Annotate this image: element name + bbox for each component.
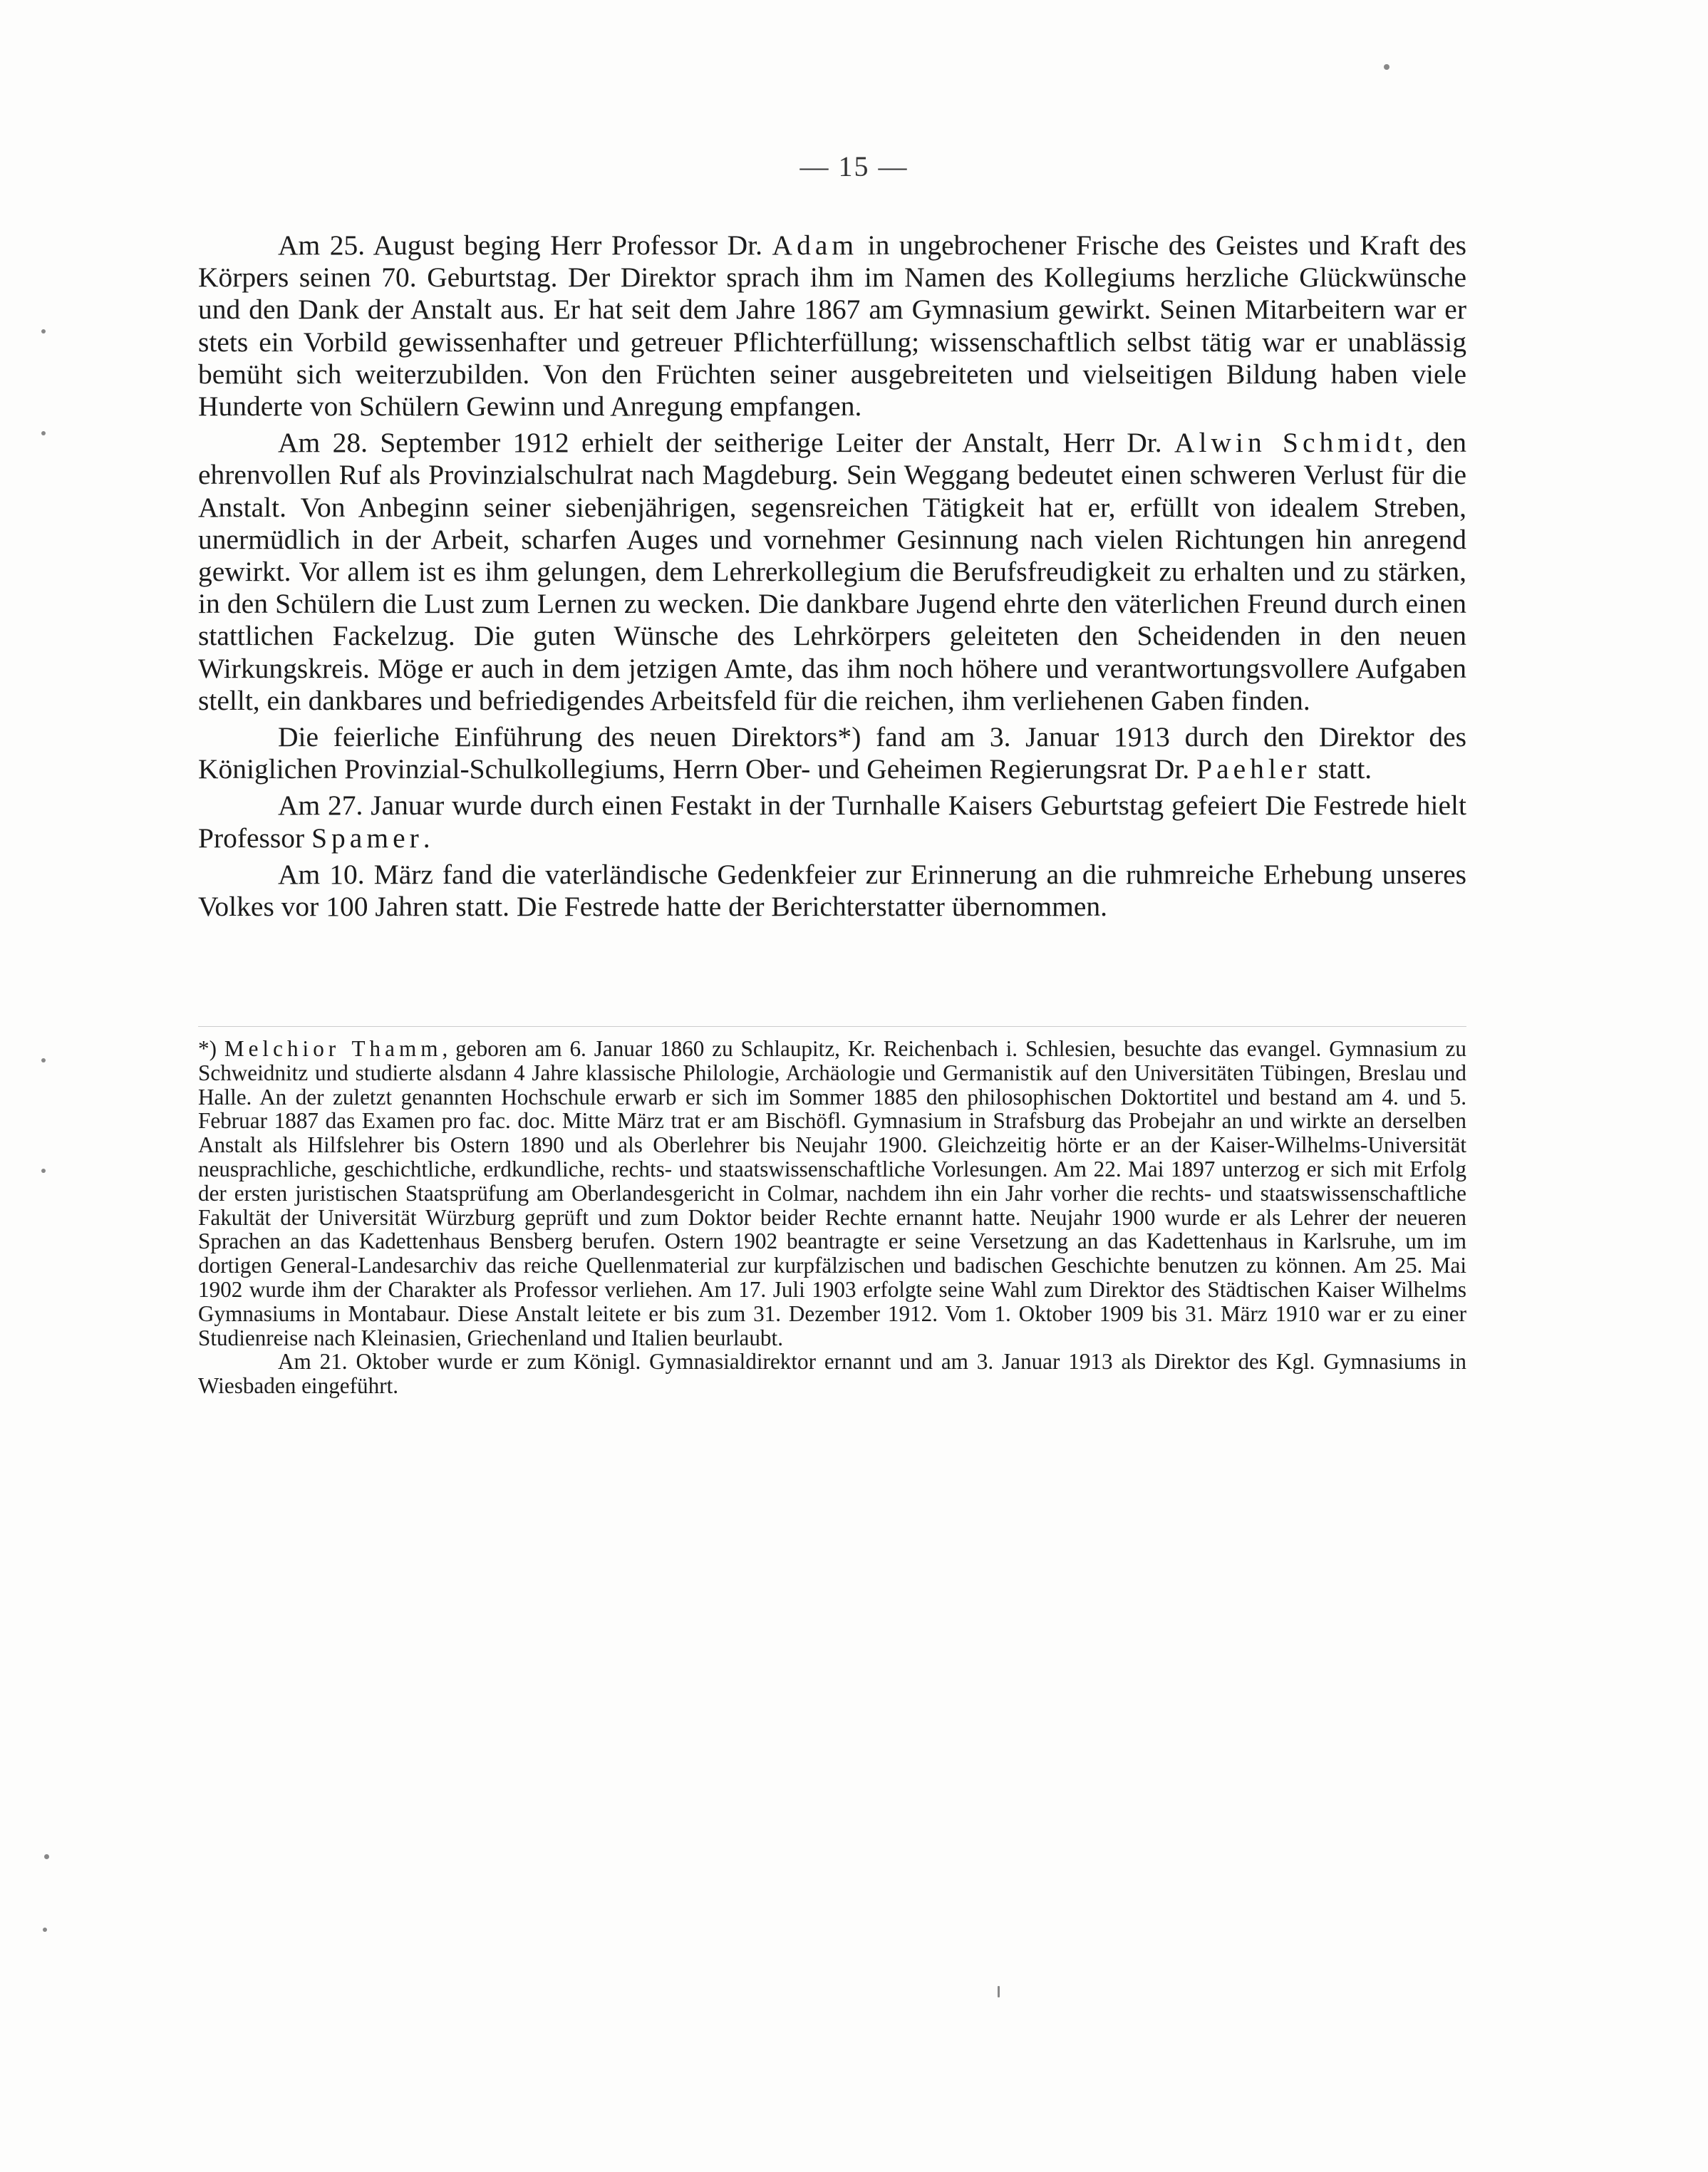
paragraph-director-inauguration — [198, 721, 1466, 785]
paragraph-kaiser-birthday — [198, 790, 1466, 854]
paragraph-text: Am 28. September 1912 erhielt der seitherige Leiter der Anstalt, Herr Dr. — [278, 427, 1174, 459]
scan-speck — [41, 329, 46, 333]
paragraph-schmidt-departure — [198, 427, 1466, 717]
person-name: Adam — [772, 229, 859, 261]
paragraph-memorial-celebration — [198, 859, 1466, 923]
footnote-text: Am 21. Oktober wurde er zum Königl. Gymnasialdirektor ernannt und am 3. Januar 1913 als Direktor des Kgl. Gymnasiums in Wiesbaden eingeführt. — [198, 1349, 1466, 1399]
scan-speck — [41, 1169, 46, 1173]
person-name: Paehler — [1196, 753, 1311, 785]
paragraph-text: . — [423, 822, 430, 854]
main-text — [198, 229, 1466, 927]
paragraph-adam-birthday — [198, 229, 1466, 423]
paragraph-text: , den ehrenvollen Ruf als Provinzialschulrat nach Magdeburg. Sein Weggang bedeutet einen schweren Verlust für die Anstalt. Von Anbeginn seiner siebenjährigen, segensreichen Tätigkeit hat er, erfüllt von idealem Streben, unermüdlich in der Arbeit, scharfen Auges und vornehmer Gesinnung nach vielen Richtungen hin anregend gewirkt. Vor allem ist es ihm gelungen, dem Lehrerkollegium die Berufsfreudigkeit zu erhalten und zu stärken, in den Schülern die Lust zum Lernen zu wecken. Die dankbare Jugend ehrte den väterlichen Freund durch einen stattlichen Fackelzug. Die guten Wünsche des Lehrkörpers geleiteten den Scheidenden in den neuen Wirkungskreis. Möge er auch in dem jetzigen Amte, das ihm noch höhere und verantwortungsvollere Aufgaben stellt, ein dankbares und befriedigendes Arbeitsfeld für die reichen, ihm verliehenen Gaben finden. — [198, 427, 1466, 716]
footnote-thamm-appointment — [198, 1350, 1466, 1398]
scan-speck — [41, 1058, 46, 1062]
footnote-marker: *) — [198, 1036, 224, 1061]
paragraph-text: Am 25. August beging Herr Professor Dr. — [278, 229, 772, 261]
footnotes — [198, 1037, 1466, 1398]
scan-speck — [43, 1928, 47, 1932]
footnote-thamm-biography — [198, 1037, 1466, 1350]
paragraph-text: Die feierliche Einführung des neuen Direktors*) fand am 3. Januar 1913 durch den Direktor des Königlichen Provinzial-Schulkollegiums, Herrn Ober- und Geheimen Regierungsrat Dr. — [198, 721, 1466, 785]
paragraph-text: Am 10. März fand die vaterländische Gedenkfeier zur Erinnerung an die ruhmreiche Erhebung unseres Volkes vor 100 Jahren statt. Die Festrede hatte der Berichterstatter übernommen. — [198, 858, 1466, 923]
paragraph-text: Am 27. Januar wurde durch einen Festakt in der Turnhalle Kaisers Geburtstag gefeiert Die Festrede hielt Professor — [198, 790, 1466, 854]
paragraph-text: statt. — [1310, 753, 1372, 785]
person-name: Spamer — [311, 822, 423, 854]
scan-speck — [41, 431, 46, 435]
person-name: Alwin Schmidt — [1174, 427, 1407, 459]
scan-speck — [1384, 64, 1389, 70]
paragraph-text: in ungebrochener Frische des Geistes und Kraft des Körpers seinen 70. Geburtstag. Der Direktor sprach ihm im Namen des Kollegiums herzliche Glückwünsche und den Dank der Anstalt aus. Er hat seit dem Jahre 1867 am Gymnasium gewirkt. Seinen Mitarbeitern war er stets ein Vorbild gewissenhafter und getreuer Pflichterfüllung; wissenschaftlich selbst tätig war er unablässig bemüht sich weiterzubilden. Von den Früchten seiner ausgebreiteten und vielseitigen Bildung haben viele Hunderte von Schülern Gewinn und Anregung empfangen. — [198, 229, 1466, 423]
scan-speck — [44, 1854, 49, 1859]
footnote-text: , geboren am 6. Januar 1860 zu Schlaupitz, Kr. Reichenbach i. Schlesien, besuchte das evangel. Gymnasium zu Schweidnitz und studierte alsdann 4 Jahre klassische Philologie, Archäologie und Germanistik auf den Universitäten Tübingen, Breslau und Halle. An der zuletzt genannten Hochschule erwarb er sich im Sommer 1885 den philosophischen Doktortitel und bestand am 4. und 5. Februar 1887 das Examen pro fac. doc. Mitte März trat er am Bischöfl. Gymnasium in Strafsburg das Probejahr an und wirkte an derselben Anstalt als Hilfslehrer bis Ostern 1890 und als Oberlehrer bis Neujahr 1900. Gleichzeitig hörte er an der Kaiser-Wilhelms-Universität neusprachliche, geschichtliche, erdkundliche, rechts- und staatswissenschaftliche Vorlesungen. Am 22. Mai 1897 unterzog er sich mit Erfolg der ersten juristischen Staatsprüfung am Oberlandesgericht in Colmar, nachdem ihn ein Jahr vorher die rechts- und staatswissenschaftliche Fakultät der Universität Würzburg geprüft und zum Doktor beider Rechte ernannt hatte. Neujahr 1900 wurde er als Lehrer der neueren Sprachen an das Kadettenhaus Bensberg berufen. Ostern 1902 beantragte er seine Versetzung an das Kadettenhaus in Karlsruhe, um im dortigen General-Landesarchiv das reiche Quellenmaterial zur kurpfälzischen und badischen Geschichte benutzen zu können. Am 25. Mai 1902 wurde ihm der Charakter als Professor verliehen. Am 17. Juli 1903 erfolgte seine Wahl zum Direktor des Städtischen Kaiser Wilhelms Gymnasiums in Montabaur. Diese Anstalt leitete er bis zum 31. Dezember 1912. Vom 1. Oktober 1909 bis 31. März 1910 war er zu einer Studienreise nach Kleinasien, Griechenland und Italien beurlaubt. — [198, 1036, 1466, 1350]
page-number: — 15 — — [799, 150, 909, 182]
footnote-divider — [198, 1026, 1466, 1027]
scan-speck — [998, 1986, 1000, 1997]
person-name: Melchior Thamm — [224, 1036, 442, 1061]
